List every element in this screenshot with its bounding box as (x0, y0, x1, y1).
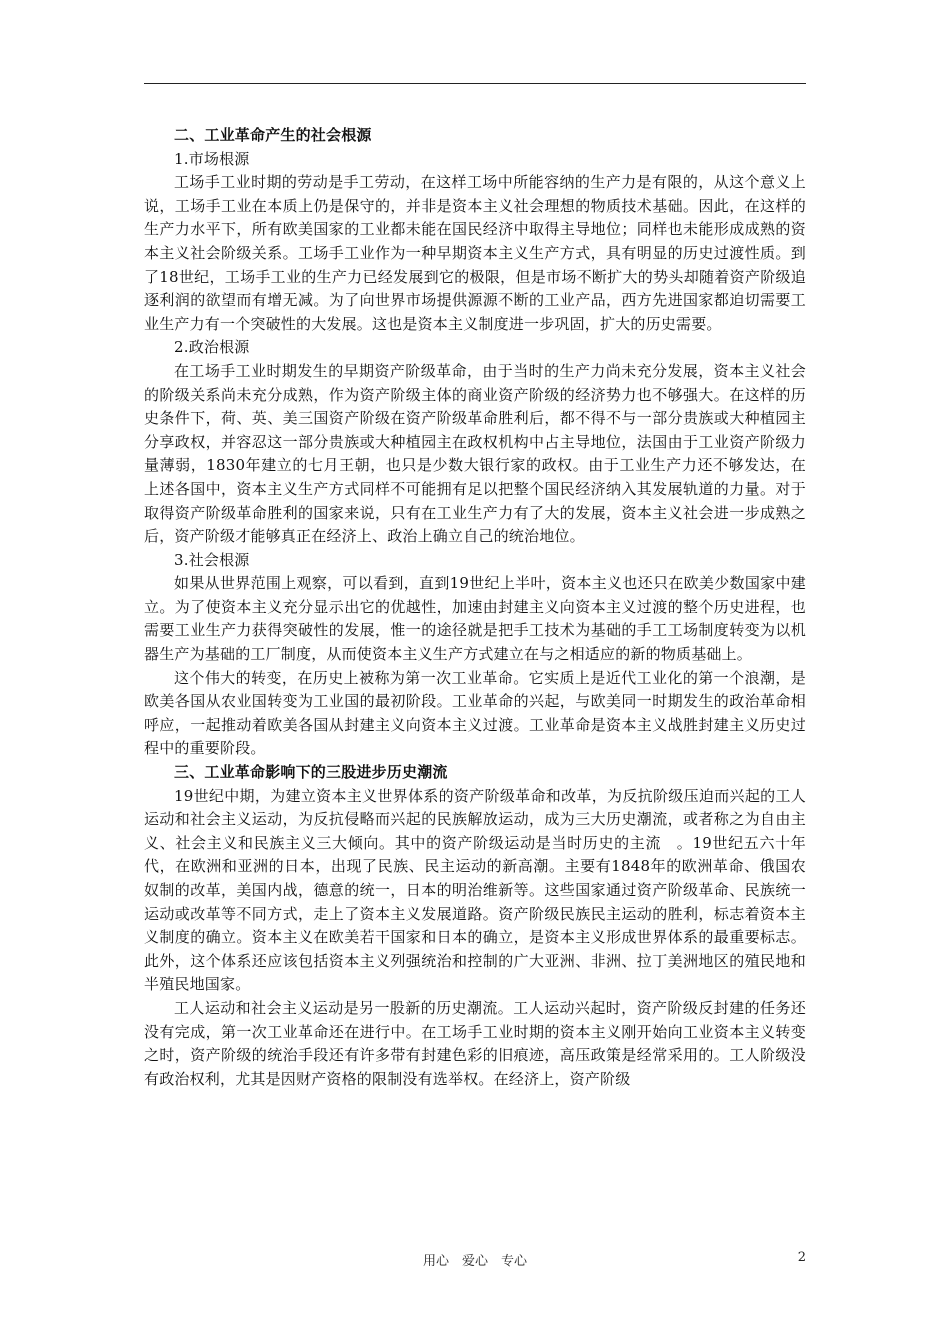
subsection-title: 1.市场根源 (174, 149, 250, 168)
section-heading: 二、工业革命产生的社会根源 (174, 126, 372, 144)
header-rule (144, 83, 806, 84)
subsection-title: 3.社会根源 (174, 550, 250, 569)
footer-motto: 用心 爱心 专心 (422, 1254, 527, 1269)
paragraph: 19世纪中期，为建立资本主义世界体系的资产阶级革命和改革，为反抗阶级压迫而兴起的工人运动和社会主义运动，为反抗侵略而兴起的民族解放运动，成为三大历史潮流，或者称之为自由主义、社会主义和民族主义三大倾向。其中的资产阶级运动是当时历史的主流 。19世纪五六十年代，在欧洲和亚洲的日本，出现了民族、民主运动的新高潮。主要有1848年的欧洲革命、俄国农奴制的改革，美国内战，德意的统一，日本的明治维新等。这些国家通过资产阶级革命、民族统一运动或改革等不同方式，走上了资本主义发展道路。资产阶级民族民主运动的胜利，标志着资本主义制度的确立。资本主义在欧美若干国家和日本的确立，是资本主义形成世界体系的最重要标志。此外，这个体系还应该包括资本主义列强统治和控制的广大亚洲、非洲、拉丁美洲地区的殖民地和半殖民地国家。 (144, 786, 806, 994)
paragraph: 这个伟大的转变，在历史上被称为第一次工业革命。它实质上是近代工业化的第一个浪潮，是欧美各国从农业国转变为工业国的最初阶段。工业革命的兴起，与欧美同一时期发生的政治革命相呼应，一起推动着欧美各国从封建主义向资本主义过渡。工业革命是资本主义战胜封建主义历史过程中的重要阶段。 (144, 668, 806, 758)
paragraph: 如果从世界范围上观察，可以看到，直到19世纪上半叶，资本主义也还只在欧美少数国家中建立。为了使资本主义充分显示出它的优越性，加速由封建主义向资本主义过渡的整个历史进程，也需要工业生产力获得突破性的发展，惟一的途径就是把手工技术为基础的手工工场制度转变为以机器生产为基础的工厂制度，从而使资本主义生产方式建立在与之相适应的新的物质基础上。 (144, 574, 806, 664)
section-heading: 三、工业革命影响下的三股进步历史潮流 (174, 763, 448, 782)
paragraph: 工场手工业时期的劳动是手工劳动，在这样工场中所能容纳的生产力是有限的，从这个意义上说，工场手工业在本质上仍是保守的，并非是资本主义社会理想的物质技术基础。因此，在这样的生产力水平下，所有欧美国家的工业都未能在国民经济中取得主导地位；同样也未能形成成熟的资本主义社会阶级关系。工场手工业作为一种早期资本主义生产方式，具有明显的历史过渡性质。到了18世纪，工场手工业的生产力已经发展到它的极限，但是市场不断扩大的势头却随着资产阶级追逐利润的欲望而有增无减。为了向世界市场提供源源不断的工业产品，西方先进国家都迫切需要工业生产力有一个突破性的大发展。这也是资本主义制度进一步巩固，扩大的历史需要。 (144, 173, 806, 333)
page-number: 2 (797, 1250, 806, 1265)
paragraph: 在工场手工业时期发生的早期资产阶级革命，由于当时的生产力尚未充分发展，资本主义社会的阶级关系尚未充分成熟，作为资产阶级主体的商业资产阶级的经济势力也不够强大。在这样的历史条件下，荷、英、美三国资产阶级在资产阶级革命胜利后，都不得不与一部分贵族或大种植园主分享政权，并容忍这一部分贵族或大种植园主在政权机构中占主导地位，法国由于工业资产阶级力量薄弱，1830年建立的七月王朝，也只是少数大银行家的政权。由于工业生产力还不够发达，在上述各国中，资本主义生产方式同样不可能拥有足以把整个国民经济纳入其发展轨道的力量。对于取得资产阶级革命胜利的国家来说，只有在工业生产力有了大的发展，资本主义社会进一步成熟之后，资产阶级才能够真正在经济上、政治上确立自己的统治地位。 (144, 361, 806, 546)
paragraph: 工人运动和社会主义运动是另一股新的历史潮流。工人运动兴起时，资产阶级反封建的任务还没有完成，第一次工业革命还在进行中。在工场手工业时期的资本主义刚开始向工业资本主义转变之时，资产阶级的统治手段还有许多带有封建色彩的旧痕迹，高压政策是经常采用的。工人阶级没有政治权利，尤其是因财产资格的限制没有选举权。在经济上，资产阶级 (144, 998, 806, 1088)
subsection-title: 2.政治根源 (174, 338, 250, 357)
document-body (144, 124, 806, 1091)
